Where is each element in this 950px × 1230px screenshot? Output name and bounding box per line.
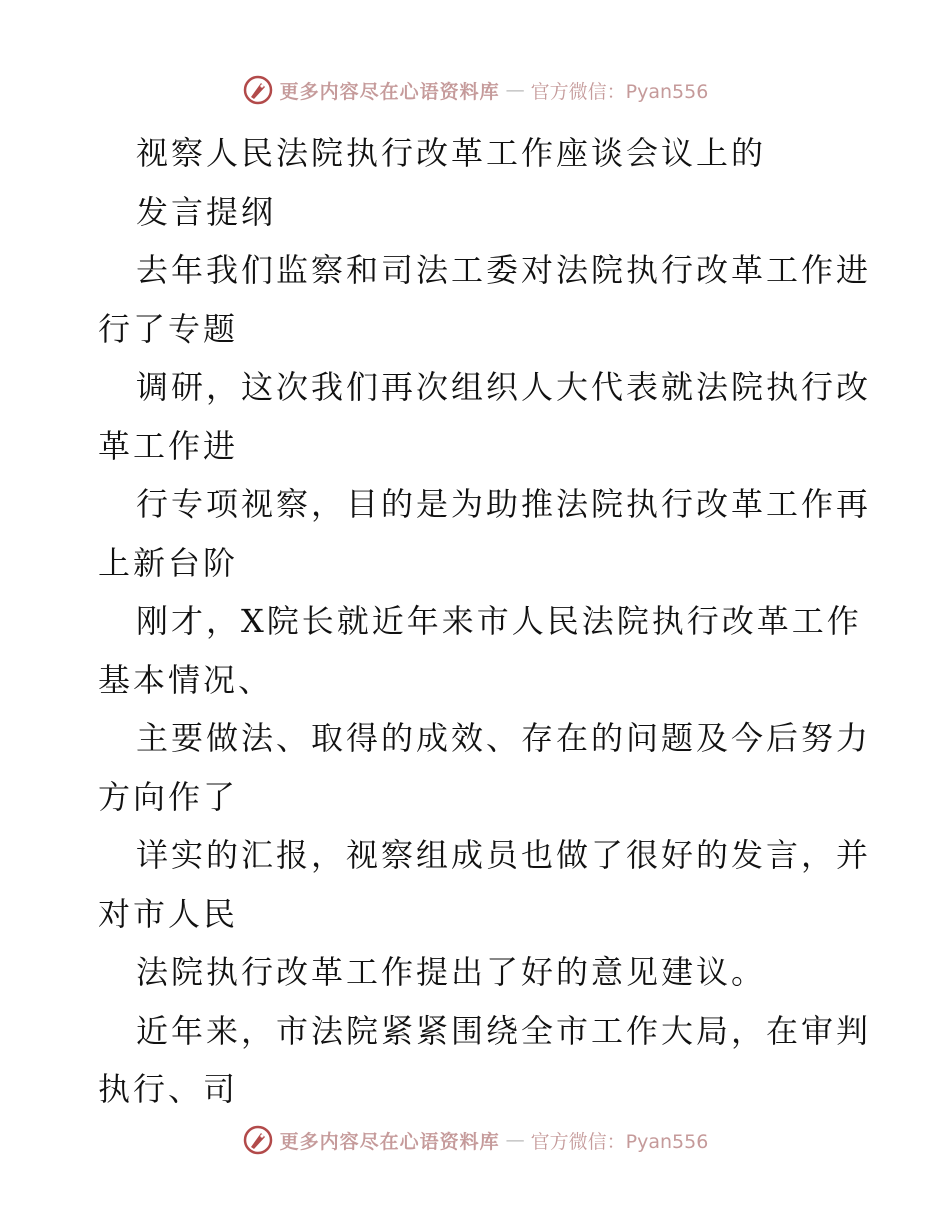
text-line: 刚才，X院长就近年来市人民法院执行改革工作 xyxy=(136,602,862,640)
pen-nib-circle-icon xyxy=(242,74,274,106)
text-line: 法院执行改革工作提出了好的意见建议。 xyxy=(136,953,767,991)
text-line: 详实的汇报，视察组成员也做了很好的发言，并 xyxy=(136,836,872,874)
text-line: 基本情况、 xyxy=(98,660,274,699)
banner-wechat: 官方微信：Pyan556 xyxy=(530,1130,709,1153)
document-body xyxy=(98,124,872,1119)
text-line: 上新台阶 xyxy=(98,543,239,582)
text-line: 对市人民 xyxy=(98,894,239,933)
text-line: 行专项视察，目的是为助推法院执行改革工作再 xyxy=(136,485,872,523)
banner-separator: — xyxy=(505,79,525,101)
text-line: 执行、司 xyxy=(98,1070,239,1108)
text-line: 主要做法、取得的成效、存在的问题及今后努力 xyxy=(136,719,872,757)
pen-nib-circle-icon xyxy=(242,1124,274,1156)
text-line: 发言提纲 xyxy=(136,192,277,231)
footer-banner xyxy=(0,1120,950,1160)
header-banner xyxy=(0,70,950,110)
banner-title: 更多内容尽在心语资料库 xyxy=(279,1130,500,1153)
banner-content xyxy=(242,1124,709,1156)
banner-separator: — xyxy=(505,1129,525,1151)
banner-title: 更多内容尽在心语资料库 xyxy=(279,80,500,103)
text-line: 革工作进 xyxy=(98,426,239,465)
banner-content xyxy=(242,74,709,106)
text-line: 去年我们监察和司法工委对法院执行改革工作进 xyxy=(136,251,872,289)
banner-wechat: 官方微信：Pyan556 xyxy=(530,80,709,103)
text-line: 调研，这次我们再次组织人大代表就法院执行改 xyxy=(136,368,872,406)
text-line: 方向作了 xyxy=(98,777,239,816)
text-line: 行了专题 xyxy=(98,309,239,348)
text-line: 视察人民法院执行改革工作座谈会议上的 xyxy=(136,134,767,172)
text-line: 近年来，市法院紧紧围绕全市工作大局，在审判 xyxy=(136,1011,872,1050)
